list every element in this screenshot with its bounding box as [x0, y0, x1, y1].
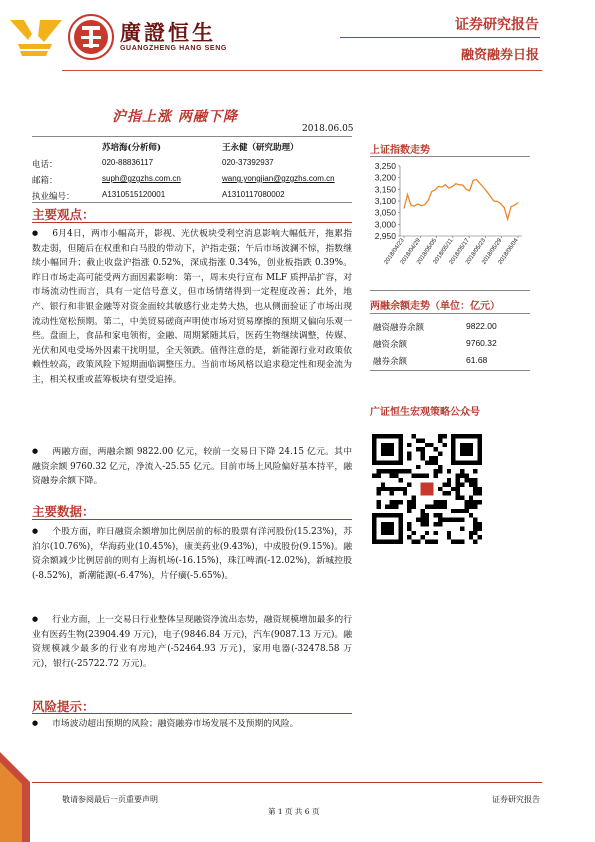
x-tick-label: 2018/05/11 — [432, 237, 455, 266]
qr-module — [469, 478, 473, 482]
qr-module — [438, 465, 442, 469]
qr-module — [469, 496, 473, 500]
balance-bottom-rule — [370, 370, 530, 371]
qr-module — [464, 478, 468, 482]
balance-label-securities: 融券余额 — [373, 357, 408, 367]
qr-module — [412, 531, 416, 535]
qr-module — [460, 518, 464, 522]
qr-module — [438, 504, 442, 508]
risk-text: 市场波动超出预期的风险；融资融券市场发展不及预期的风险。 — [52, 719, 299, 729]
qr-finder-core — [460, 443, 473, 456]
author-name-2: 王永健（研究助理） — [222, 143, 299, 153]
x-tick-label: 2018/05/05 — [416, 237, 439, 266]
report-type: 证券研究报告 — [455, 17, 539, 33]
phone-label: 电话： — [32, 160, 58, 170]
qr-module — [447, 469, 451, 473]
qr-module — [407, 526, 411, 530]
qr-module — [407, 456, 411, 460]
author-email-1[interactable]: suph@gzgzhs.com.cn — [102, 174, 181, 183]
qr-module — [425, 522, 429, 526]
views-text-2: 两融方面，两融余额 9822.00 亿元，较前一交易日下降 24.15 亿元。其中融资余额 9760.32 亿元，净流入-25.55 亿元。目前市场上风险偏好基本持平，融资融券余额下降。 — [32, 447, 352, 487]
qr-module — [456, 478, 460, 482]
qr-module — [447, 491, 451, 495]
balance-value-financing: 9760.32 — [466, 338, 497, 348]
logo-seal-icon — [68, 14, 114, 60]
qr-module — [447, 535, 451, 539]
qr-module — [394, 500, 398, 504]
qr-module — [407, 535, 411, 539]
qr-module — [456, 491, 460, 495]
qr-module — [381, 469, 385, 473]
qr-module — [442, 504, 446, 508]
qr-module — [469, 482, 473, 486]
x-tick-label: 2018/05/17 — [448, 237, 471, 266]
qr-module — [464, 500, 468, 504]
header-rule — [62, 70, 542, 71]
wechat-title: 广证恒生宏观策略公众号 — [370, 407, 480, 418]
qr-module — [442, 434, 446, 438]
y-tick-label: 3,150 — [374, 184, 396, 195]
qr-module — [390, 491, 394, 495]
qr-module — [425, 540, 429, 544]
qr-module — [412, 500, 416, 504]
qr-module — [429, 460, 433, 464]
qr-module — [412, 434, 416, 438]
index-series-line — [404, 180, 518, 220]
footer-report-type: 证券研究报告 — [492, 795, 540, 804]
qr-module — [416, 438, 420, 442]
report-name: 融资融券日报 — [460, 48, 539, 63]
qr-module — [473, 526, 477, 530]
qr-module — [390, 469, 394, 473]
index-chart-rule — [370, 156, 530, 157]
qr-module — [385, 504, 389, 508]
qr-module — [412, 474, 416, 478]
qr-module — [420, 474, 424, 478]
qr-module — [381, 482, 385, 486]
balance-label-total: 融资融券余额 — [373, 323, 425, 333]
qr-module — [438, 500, 442, 504]
qr-module — [438, 518, 442, 522]
qr-module — [460, 526, 464, 530]
qr-module — [398, 500, 402, 504]
qr-module — [460, 509, 464, 513]
qr-module — [429, 443, 433, 447]
brand-name-en: GUANGZHENG HANG SENG — [120, 45, 227, 52]
x-tick-label: 2018/05/29 — [481, 237, 504, 266]
qr-module — [420, 438, 424, 442]
qr-module — [451, 487, 455, 491]
qr-module — [420, 513, 424, 517]
qr-module — [420, 456, 424, 460]
qr-module — [473, 504, 477, 508]
qr-module — [460, 469, 464, 473]
qr-module — [469, 500, 473, 504]
qr-module — [438, 434, 442, 438]
footer-rule — [32, 782, 542, 783]
qr-module — [438, 487, 442, 491]
qr-module — [442, 482, 446, 486]
x-tick-label: 2018/04/23 — [383, 237, 406, 266]
qr-logo — [420, 482, 433, 495]
x-tick-label: 2018/05/23 — [464, 237, 488, 266]
qr-module — [376, 474, 380, 478]
qr-module — [473, 469, 477, 473]
balance-value-total: 9822.00 — [466, 321, 497, 331]
qr-module — [434, 460, 438, 464]
qr-module — [447, 531, 451, 535]
data-paragraph-2 — [32, 612, 352, 671]
qr-module — [469, 531, 473, 535]
views-paragraph-1 — [32, 226, 352, 388]
qr-module — [394, 474, 398, 478]
brand-name-cn: 廣證恒生 — [120, 20, 216, 45]
qr-module — [434, 540, 438, 544]
y-tick-label: 3,000 — [374, 219, 396, 230]
qr-module — [425, 443, 429, 447]
qr-module — [434, 474, 438, 478]
qr-module — [434, 522, 438, 526]
qr-module — [456, 487, 460, 491]
qr-module — [473, 491, 477, 495]
y-tick-label: 3,250 — [374, 161, 396, 171]
footer-disclaimer: 敬请参阅最后一页重要声明 — [62, 795, 158, 804]
qr-module — [376, 487, 380, 491]
qr-finder-core — [381, 443, 394, 456]
qr-module — [403, 487, 407, 491]
views-paragraph-2 — [32, 444, 352, 489]
qr-module — [434, 447, 438, 451]
qr-code-icon[interactable] — [372, 434, 482, 544]
qr-module — [398, 478, 402, 482]
report-title: 沪指上涨 两融下降 — [112, 109, 238, 125]
corner-decoration-icon — [0, 752, 30, 842]
y-tick-label: 3,200 — [374, 172, 396, 183]
author-rule-bottom — [32, 202, 352, 203]
risk-rule — [32, 713, 352, 714]
qr-module — [407, 504, 411, 508]
qr-module — [451, 518, 455, 522]
qr-finder-core — [381, 522, 394, 535]
data-heading: 主要数据： — [32, 504, 95, 519]
risk-heading: 风险提示： — [32, 699, 95, 714]
qr-module — [438, 452, 442, 456]
qr-module — [434, 513, 438, 517]
author-license-1: A1310515120001 — [102, 190, 166, 199]
qr-module — [478, 491, 482, 495]
qr-module — [390, 500, 394, 504]
index-line-chart — [362, 158, 532, 278]
author-license-2: A1310117080002 — [222, 190, 285, 199]
qr-module — [456, 474, 460, 478]
qr-module — [420, 509, 424, 513]
qr-module — [385, 469, 389, 473]
qr-module — [394, 487, 398, 491]
qr-module — [473, 500, 477, 504]
qr-module — [473, 487, 477, 491]
qr-module — [434, 500, 438, 504]
balance-value-securities: 61.68 — [466, 355, 488, 365]
qr-module — [460, 540, 464, 544]
balance-title: 两融余额走势（单位：亿元） — [370, 301, 500, 312]
qr-module — [429, 504, 433, 508]
qr-module — [451, 509, 455, 513]
data-paragraph-1 — [32, 524, 352, 583]
qr-module — [390, 474, 394, 478]
qr-module — [420, 522, 424, 526]
qr-module — [473, 540, 477, 544]
qr-module — [473, 522, 477, 526]
y-tick-label: 2,950 — [374, 231, 396, 241]
qr-module — [460, 496, 464, 500]
author-phone-1: 020-88836117 — [102, 158, 154, 167]
qr-module — [447, 482, 451, 486]
qr-module — [456, 509, 460, 513]
qr-module — [394, 504, 398, 508]
y-tick-label: 3,100 — [374, 196, 396, 206]
qr-module — [372, 474, 376, 478]
qr-module — [460, 474, 464, 478]
qr-module — [434, 456, 438, 460]
qr-module — [478, 535, 482, 539]
qr-module — [478, 487, 482, 491]
qr-module — [442, 491, 446, 495]
views-heading: 主要观点： — [32, 207, 95, 222]
qr-module — [425, 504, 429, 508]
qr-module — [407, 469, 411, 473]
qr-module — [420, 518, 424, 522]
qr-module — [447, 518, 451, 522]
risk-paragraph — [32, 716, 352, 732]
qr-module — [398, 469, 402, 473]
qr-module — [434, 469, 438, 473]
qr-module — [473, 531, 477, 535]
qr-module — [390, 487, 394, 491]
qr-module — [416, 540, 420, 544]
x-tick-label: 2018/06/04 — [497, 237, 520, 266]
qr-module — [416, 474, 420, 478]
author-phone-2: 020-37392937 — [222, 158, 274, 167]
qr-module — [442, 518, 446, 522]
data-rule — [32, 519, 352, 520]
logo-y-mark-icon — [10, 18, 62, 58]
qr-module — [447, 478, 451, 482]
qr-module — [394, 469, 398, 473]
author-name-1: 苏培海(分析师) — [102, 143, 162, 153]
qr-module — [469, 504, 473, 508]
header-divider — [340, 37, 540, 38]
qr-module — [438, 522, 442, 526]
report-date: 2018.06.05 — [302, 124, 354, 134]
qr-module — [385, 487, 389, 491]
qr-module — [434, 504, 438, 508]
y-tick-label: 3,050 — [374, 207, 396, 218]
qr-module — [420, 535, 424, 539]
views-text-1: 6月4日，两市小幅高开，影视、光伏板块受利空消息影响大幅低开，拖累指数走弱，但随后在权重和白马股的带动下，沪指走强；午后市场波澜不惊，指数继续小幅回升；截止收盘沪指涨 0.52%，深成指涨 0.34%，创业板指跌 0.39%。昨日市场走高可能受两方面因素影响：第一，周末央行宣布 MLF 质押品扩容，对市场流动性而言，具有一定信号意义，但市场情绪得到一定程度改善；此外，地产、银行和非银金融等对资金面较其敏感行业走势大热，也从侧面验证了市场出现流动性宽松预期。第二，中美贸易磋商声明使市场对贸易摩擦的预期又偏向乐观一些。盘面上，食品和家电领衔，金融、周期紧随其后，医药生物继续调整，传媒、光伏和风电受场外因素干扰明显，全天领跌。值得注意的是，新能源行业对政策依赖性较高，政策风险下短期面临调整压力。当前市场风格以追求稳定性和现金流为主，相关权重或蓝筹板块有望受追捧。 — [32, 229, 352, 385]
qr-module — [416, 518, 420, 522]
qr-module — [398, 487, 402, 491]
qr-module — [425, 460, 429, 464]
qr-module — [456, 482, 460, 486]
qr-module — [416, 447, 420, 451]
qr-module — [376, 469, 380, 473]
qr-module — [438, 438, 442, 442]
qr-module — [429, 540, 433, 544]
author-email-2[interactable]: wang.yongjian@gzgzhs.com.cn — [222, 174, 335, 183]
qr-module — [460, 482, 464, 486]
qr-module — [451, 540, 455, 544]
footer-page-number: 第 1 页 共 6 页 — [268, 807, 320, 816]
qr-module — [376, 504, 380, 508]
qr-module — [438, 469, 442, 473]
qr-module — [438, 513, 442, 517]
qr-module — [407, 500, 411, 504]
balance-label-financing: 融资余额 — [373, 340, 408, 350]
qr-module — [456, 496, 460, 500]
qr-module — [425, 518, 429, 522]
qr-module — [469, 535, 473, 539]
qr-module — [381, 487, 385, 491]
qr-module — [456, 540, 460, 544]
qr-module — [469, 513, 473, 517]
qr-module — [425, 513, 429, 517]
qr-module — [429, 456, 433, 460]
qr-module — [407, 443, 411, 447]
data-text-1: 个股方面，昨日融资余额增加比例居前的标的股票有洋河股份(15.23%)，苏泊尔(10.76%)，华海药业(10.45%)，康美药业(9.43%)，中成股份(9.15%)。融资余额减少比例居前的则有上海机场(-16.15%)，珠江啤酒(-12.02%)，新城控股(-8.52%)，新潮能源(-6.47%)，片仔癀(-5.65%)。 — [32, 527, 352, 581]
qr-module — [425, 474, 429, 478]
qr-module — [434, 531, 438, 535]
qr-module — [403, 491, 407, 495]
qr-module — [412, 504, 416, 508]
qr-module — [478, 522, 482, 526]
qr-module — [464, 504, 468, 508]
balance-rule — [370, 313, 530, 314]
qr-module — [464, 474, 468, 478]
email-label: 邮箱： — [32, 176, 58, 186]
qr-module — [456, 518, 460, 522]
qr-module — [407, 482, 411, 486]
license-label: 执业编号： — [32, 192, 75, 202]
qr-module — [473, 518, 477, 522]
qr-module — [407, 509, 411, 513]
qr-module — [473, 482, 477, 486]
qr-module — [478, 526, 482, 530]
qr-module — [376, 491, 380, 495]
data-text-2: 行业方面，上一交易日行业整体呈现融资净流出态势，融资规模增加最多的行业有医药生物(23904.49 万元)，电子(9846.84 万元)，汽车(9087.13 万元)。融资规模减少最多的行业有房地产(-52464.93 万元)，家用电器(-32478.58 万元)，银行(-25722.72 万元)。 — [32, 615, 352, 669]
qr-module — [478, 500, 482, 504]
qr-module — [390, 504, 394, 508]
qr-module — [412, 496, 416, 500]
qr-module — [464, 509, 468, 513]
qr-module — [420, 447, 424, 451]
chart-bottom-rule — [370, 290, 530, 291]
qr-module — [376, 500, 380, 504]
qr-module — [407, 452, 411, 456]
qr-module — [425, 531, 429, 535]
qr-module — [442, 500, 446, 504]
qr-module — [473, 478, 477, 482]
qr-module — [412, 540, 416, 544]
qr-module — [442, 443, 446, 447]
qr-module — [416, 465, 420, 469]
qr-module — [420, 452, 424, 456]
author-rule-top — [32, 136, 352, 137]
views-rule — [32, 222, 352, 223]
index-chart-title: 上证指数走势 — [370, 145, 430, 156]
x-tick-label: 2018/04/29 — [399, 237, 422, 266]
qr-module — [403, 469, 407, 473]
qr-module — [407, 522, 411, 526]
